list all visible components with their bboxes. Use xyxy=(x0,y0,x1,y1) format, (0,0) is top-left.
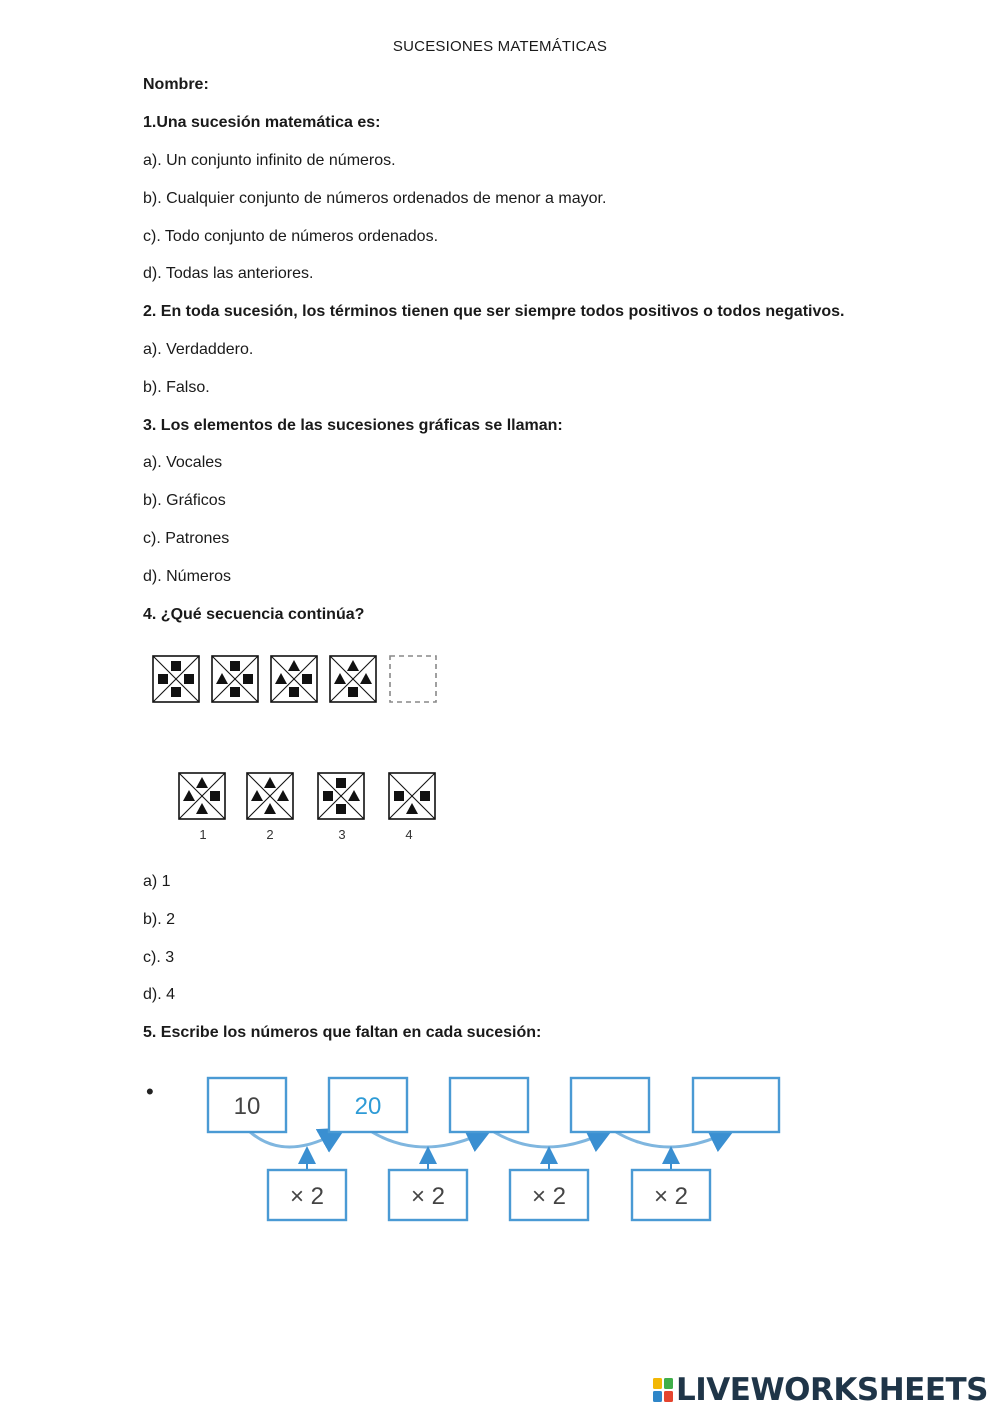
svg-text:× 2: × 2 xyxy=(531,1183,567,1210)
operator-box-4 xyxy=(632,1170,710,1220)
operator-box-2 xyxy=(389,1170,467,1220)
choice-label-4: 4 xyxy=(405,827,413,842)
operator-box-3 xyxy=(510,1170,588,1220)
q1-option-c[interactable]: c). Todo conjunto de números ordenados. xyxy=(143,228,439,245)
sequence-empty-slot xyxy=(390,656,436,702)
q3-option-c[interactable]: c). Patrones xyxy=(143,530,230,547)
choice-label-3: 3 xyxy=(338,827,346,842)
choice-label-2: 2 xyxy=(266,827,274,842)
question-2: 2. En toda sucesión, los términos tienen que ser siempre todos positivos o todos negativos. xyxy=(143,303,845,320)
sequence-tile-4 xyxy=(330,656,376,702)
sequence-tile-2 xyxy=(212,656,258,702)
svg-text:× 2: × 2 xyxy=(410,1183,446,1210)
svg-text:20: 20 xyxy=(354,1093,382,1120)
sequence-tile-1 xyxy=(153,656,199,702)
operator-box-1 xyxy=(268,1170,346,1220)
q4-option-d[interactable]: d). 4 xyxy=(143,986,176,1003)
sequence-box-5-empty[interactable] xyxy=(693,1078,779,1132)
page-title: SUCESIONES MATEMÁTICAS xyxy=(392,38,608,55)
q3-option-d[interactable]: d). Números xyxy=(143,568,232,585)
question-1: 1.Una sucesión matemática es: xyxy=(143,114,381,131)
q2-option-b[interactable]: b). Falso. xyxy=(143,379,210,396)
question-4: 4. ¿Qué secuencia continúa? xyxy=(143,606,365,623)
sequence-tile-3 xyxy=(271,656,317,702)
name-label: Nombre: xyxy=(143,76,209,93)
choice-tile-2[interactable] xyxy=(247,773,293,819)
answer-choices-figure xyxy=(170,770,450,848)
logo-icon xyxy=(652,1377,674,1403)
sequence-box-3-empty[interactable] xyxy=(450,1078,528,1132)
sequence-box-4-empty[interactable] xyxy=(571,1078,649,1132)
bullet: • xyxy=(146,1079,154,1104)
number-sequence-figure xyxy=(140,1064,790,1232)
choice-tile-3[interactable] xyxy=(318,773,364,819)
sequence-box-1 xyxy=(208,1078,286,1132)
question-3: 3. Los elementos de las sucesiones gráficas se llaman: xyxy=(143,417,563,434)
q4-option-c[interactable]: c). 3 xyxy=(143,949,175,966)
q3-option-b[interactable]: b). Gráficos xyxy=(143,492,226,509)
svg-text:× 2: × 2 xyxy=(289,1183,325,1210)
q2-option-a[interactable]: a). Verdaddero. xyxy=(143,341,254,358)
svg-text:× 2: × 2 xyxy=(653,1183,689,1210)
question-5: 5. Escribe los números que faltan en cada sucesión: xyxy=(143,1024,542,1041)
q1-option-a[interactable]: a). Un conjunto infinito de números. xyxy=(143,152,396,169)
choice-tile-1[interactable] xyxy=(179,773,225,819)
liveworksheets-logo[interactable] xyxy=(652,1372,988,1408)
choice-label-1: 1 xyxy=(199,827,207,842)
svg-text:10: 10 xyxy=(233,1093,261,1120)
q4-option-a[interactable]: a) 1 xyxy=(143,873,171,890)
q3-option-a[interactable]: a). Vocales xyxy=(143,454,223,471)
sequence-box-2 xyxy=(329,1078,407,1132)
q4-option-b[interactable]: b). 2 xyxy=(143,911,176,928)
sequence-figure xyxy=(150,652,442,706)
choice-tile-4[interactable] xyxy=(389,773,435,819)
logo-text: LIVEWORKSHEETS xyxy=(676,1372,988,1408)
q1-option-b[interactable]: b). Cualquier conjunto de números ordenados de menor a mayor. xyxy=(143,190,607,207)
q1-option-d[interactable]: d). Todas las anteriores. xyxy=(143,265,314,282)
